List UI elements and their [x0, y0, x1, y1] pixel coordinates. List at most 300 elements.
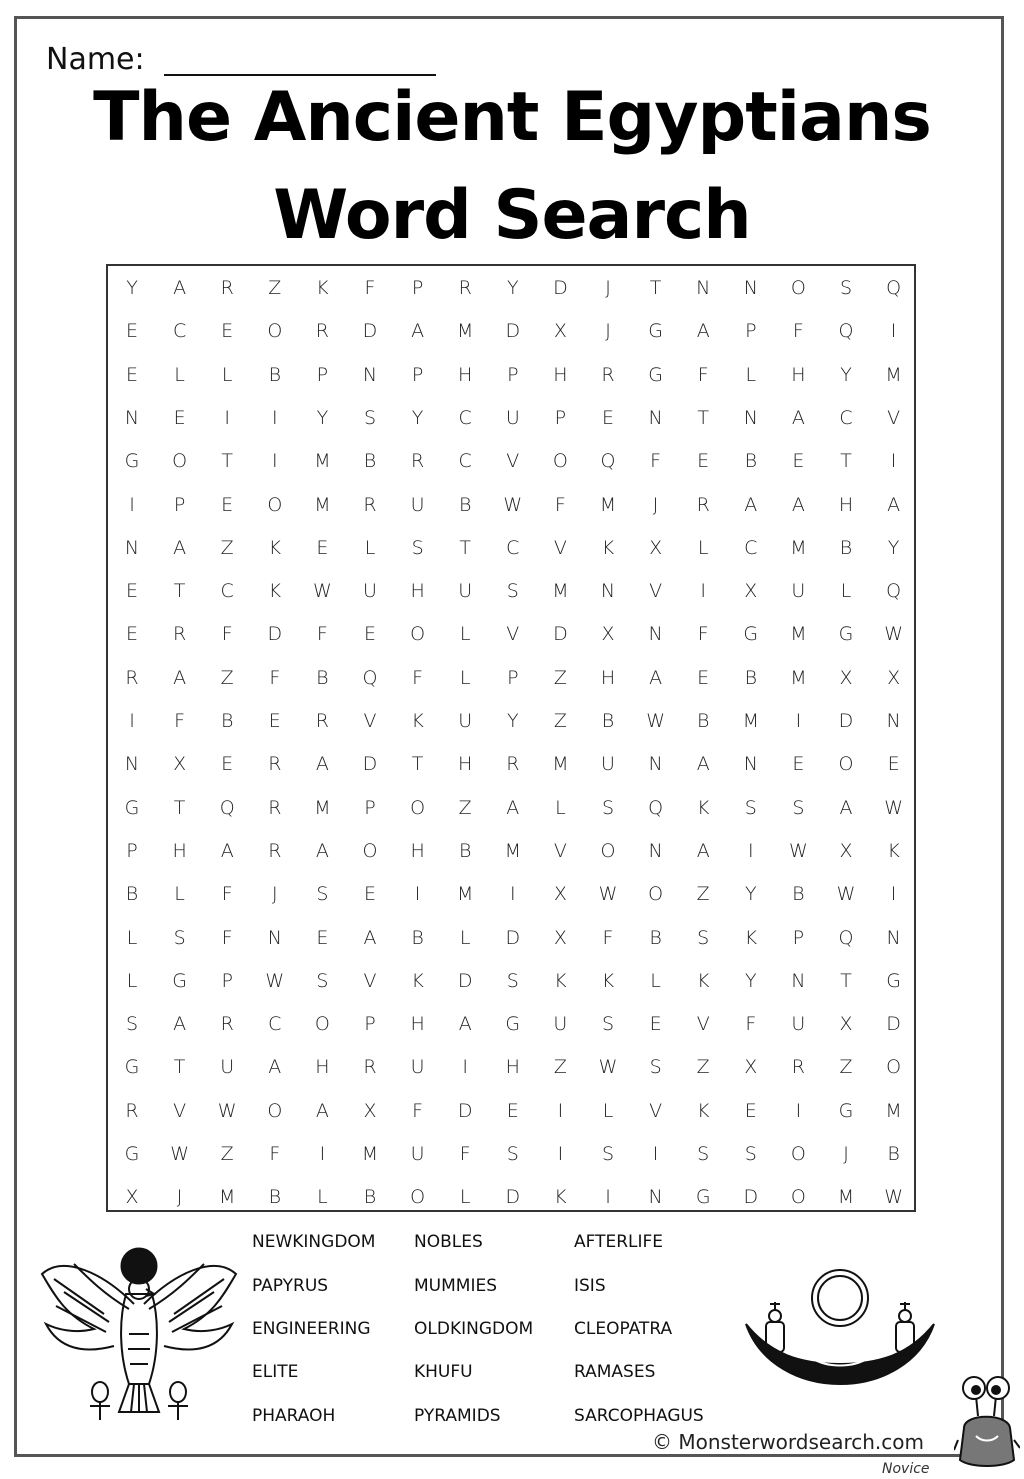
grid-letter[interactable]: V [553, 536, 567, 559]
grid-letter[interactable]: O [172, 450, 188, 473]
grid-letter[interactable]: M [456, 320, 474, 343]
grid-letter[interactable]: P [507, 363, 519, 386]
grid-letter[interactable]: I [652, 1143, 659, 1165]
grid-letter[interactable]: T [840, 450, 852, 473]
grid-letter[interactable]: A [696, 839, 710, 862]
grid-letter[interactable]: N [124, 406, 140, 429]
grid-letter[interactable]: I [509, 883, 516, 906]
grid-letter[interactable]: E [649, 1013, 662, 1036]
grid-letter[interactable]: B [744, 450, 758, 473]
grid-letter[interactable]: Q [219, 796, 235, 819]
grid-letter[interactable]: H [458, 363, 473, 386]
name-input-line[interactable] [164, 74, 436, 76]
grid-letter[interactable]: M [885, 363, 902, 386]
grid-letter[interactable]: S [792, 796, 805, 819]
grid-letter[interactable]: A [363, 926, 377, 949]
grid-letter[interactable]: R [696, 493, 710, 516]
grid-letter[interactable]: K [601, 969, 615, 992]
grid-letter[interactable]: S [649, 1056, 662, 1079]
grid-letter[interactable]: A [173, 536, 187, 559]
grid-letter[interactable]: I [414, 883, 421, 906]
grid-letter[interactable]: L [745, 363, 757, 386]
grid-letter[interactable]: L [555, 796, 566, 819]
grid-letter[interactable]: S [316, 883, 329, 906]
grid-letter[interactable]: T [221, 450, 233, 473]
grid-letter[interactable]: K [696, 1099, 710, 1122]
grid-letter[interactable]: A [649, 666, 663, 689]
grid-letter[interactable]: S [744, 796, 757, 819]
grid-letter[interactable]: N [791, 969, 806, 992]
grid-letter[interactable]: G [124, 1143, 140, 1165]
grid-letter[interactable]: E [221, 320, 234, 343]
grid-letter[interactable]: C [268, 1013, 282, 1036]
grid-letter[interactable]: F [554, 493, 566, 516]
grid-letter[interactable]: Z [458, 796, 472, 819]
grid-letter[interactable]: P [173, 493, 186, 516]
grid-letter[interactable]: I [700, 580, 706, 603]
grid-letter[interactable]: Z [220, 536, 234, 559]
grid-letter[interactable]: E [601, 406, 614, 429]
grid-letter[interactable]: A [411, 320, 425, 343]
grid-letter[interactable]: S [173, 926, 186, 949]
grid-letter[interactable]: G [648, 363, 663, 386]
grid-letter[interactable]: K [411, 710, 424, 732]
grid-letter[interactable]: E [316, 536, 329, 559]
grid-letter[interactable]: L [174, 363, 185, 386]
grid-letter[interactable]: F [602, 926, 614, 949]
grid-letter[interactable]: X [363, 1099, 377, 1122]
grid-letter[interactable]: F [697, 363, 709, 386]
grid-letter[interactable]: R [172, 623, 187, 646]
grid-letter[interactable]: X [649, 536, 663, 559]
grid-letter[interactable]: B [887, 1143, 900, 1165]
grid-letter[interactable]: W [598, 1056, 618, 1079]
grid-letter[interactable]: B [601, 710, 615, 732]
grid-letter[interactable]: P [126, 839, 138, 862]
grid-letter[interactable]: B [220, 710, 234, 732]
grid-letter[interactable]: H [315, 1056, 330, 1079]
grid-letter[interactable]: A [315, 839, 329, 862]
grid-letter[interactable]: Q [648, 796, 664, 819]
grid-letter[interactable]: M [790, 623, 807, 646]
grid-letter[interactable]: Q [838, 320, 854, 343]
grid-letter[interactable]: I [795, 1099, 802, 1122]
grid-letter[interactable]: S [744, 1143, 757, 1165]
grid-letter[interactable]: F [269, 666, 281, 689]
grid-letter[interactable]: A [315, 1099, 329, 1122]
grid-letter[interactable]: T [411, 753, 424, 776]
grid-letter[interactable]: D [505, 1186, 521, 1209]
grid-letter[interactable]: A [173, 277, 187, 299]
grid-letter[interactable]: L [602, 1099, 614, 1122]
grid-letter[interactable]: P [411, 363, 424, 386]
grid-letter[interactable]: Y [316, 406, 329, 429]
grid-letter[interactable]: N [124, 536, 140, 559]
grid-letter[interactable]: I [890, 450, 897, 473]
grid-letter[interactable]: X [125, 1186, 139, 1209]
grid-letter[interactable]: A [173, 666, 187, 689]
grid-letter[interactable]: F [269, 1143, 281, 1165]
grid-letter[interactable]: S [506, 969, 519, 992]
grid-letter[interactable]: E [363, 623, 376, 646]
grid-letter[interactable]: B [649, 926, 662, 949]
grid-letter[interactable]: F [316, 623, 328, 646]
grid-letter[interactable]: W [836, 883, 856, 906]
grid-letter[interactable]: N [648, 839, 663, 862]
grid-letter[interactable]: M [790, 536, 807, 559]
grid-letter[interactable]: F [221, 883, 233, 906]
grid-letter[interactable]: D [362, 753, 378, 776]
grid-letter[interactable]: E [268, 710, 281, 732]
grid-letter[interactable]: O [410, 1186, 426, 1209]
grid-letter[interactable]: Q [886, 580, 902, 603]
grid-letter[interactable]: K [887, 839, 900, 862]
grid-letter[interactable]: I [795, 710, 802, 732]
grid-letter[interactable]: F [364, 277, 376, 299]
grid-letter[interactable]: E [792, 450, 805, 473]
grid-letter[interactable]: R [363, 493, 377, 516]
grid-letter[interactable]: L [459, 666, 471, 689]
grid-letter[interactable]: A [173, 1013, 187, 1036]
grid-letter[interactable]: Y [744, 883, 757, 906]
grid-letter[interactable]: I [890, 883, 897, 906]
grid-letter[interactable]: G [124, 796, 140, 819]
grid-letter[interactable]: U [553, 1013, 568, 1036]
grid-letter[interactable]: B [792, 883, 805, 906]
grid-letter[interactable]: A [791, 406, 805, 429]
grid-letter[interactable]: B [696, 710, 710, 732]
grid-letter[interactable]: L [459, 926, 471, 949]
grid-letter[interactable]: A [315, 753, 329, 776]
grid-letter[interactable]: C [744, 536, 758, 559]
grid-letter[interactable]: K [268, 536, 282, 559]
grid-letter[interactable]: U [220, 1056, 235, 1079]
grid-letter[interactable]: U [601, 753, 615, 776]
grid-letter[interactable]: K [316, 277, 329, 299]
grid-letter[interactable]: R [125, 666, 139, 689]
grid-letter[interactable]: X [839, 1013, 853, 1036]
grid-letter[interactable]: D [362, 320, 378, 343]
grid-letter[interactable]: I [271, 406, 278, 429]
grid-letter[interactable]: U [410, 1056, 425, 1079]
grid-letter[interactable]: Z [696, 1056, 710, 1079]
grid-letter[interactable]: M [314, 796, 331, 819]
grid-letter[interactable]: I [747, 839, 754, 862]
grid-letter[interactable]: N [886, 926, 901, 949]
grid-letter[interactable]: C [839, 406, 853, 429]
grid-letter[interactable]: W [884, 1186, 903, 1209]
grid-letter[interactable]: I [129, 493, 135, 516]
grid-letter[interactable]: A [887, 493, 901, 516]
grid-letter[interactable]: P [792, 926, 805, 949]
grid-letter[interactable]: M [885, 1099, 902, 1122]
grid-letter[interactable]: X [553, 320, 567, 343]
grid-letter[interactable]: I [224, 406, 230, 429]
grid-letter[interactable]: Q [838, 926, 854, 949]
grid-letter[interactable]: G [743, 623, 759, 646]
grid-letter[interactable]: Z [553, 710, 567, 732]
grid-letter[interactable]: K [411, 969, 424, 992]
grid-letter[interactable]: U [791, 1013, 806, 1036]
grid-letter[interactable]: R [268, 796, 282, 819]
grid-letter[interactable]: A [268, 1056, 282, 1079]
grid-letter[interactable]: Z [696, 883, 710, 906]
grid-letter[interactable]: J [843, 1143, 849, 1165]
grid-letter[interactable]: X [601, 623, 615, 646]
grid-letter[interactable]: G [172, 969, 187, 992]
grid-letter[interactable]: V [506, 623, 520, 646]
grid-letter[interactable]: F [697, 623, 709, 646]
grid-letter[interactable]: P [364, 796, 376, 819]
grid-letter[interactable]: N [743, 406, 758, 429]
grid-letter[interactable]: S [601, 1013, 615, 1036]
grid-letter[interactable]: N [743, 753, 758, 776]
grid-letter[interactable]: Q [600, 450, 616, 473]
grid-letter[interactable]: E [744, 1099, 757, 1122]
grid-letter[interactable]: H [410, 1013, 425, 1036]
grid-letter[interactable]: M [314, 450, 331, 473]
grid-letter[interactable]: N [886, 710, 901, 732]
grid-letter[interactable]: T [459, 536, 471, 559]
grid-letter[interactable]: X [744, 580, 758, 603]
grid-letter[interactable]: U [458, 580, 473, 603]
grid-letter[interactable]: N [648, 1186, 663, 1209]
grid-letter[interactable]: Y [840, 363, 852, 386]
grid-letter[interactable]: W [788, 839, 808, 862]
grid-letter[interactable]: D [505, 926, 521, 949]
grid-letter[interactable]: O [267, 1099, 283, 1122]
grid-letter[interactable]: Z [220, 1143, 234, 1165]
grid-letter[interactable]: T [649, 277, 662, 299]
grid-letter[interactable]: S [506, 580, 519, 603]
grid-letter[interactable]: M [456, 883, 474, 906]
grid-letter[interactable]: J [176, 1186, 183, 1209]
grid-letter[interactable]: G [838, 623, 854, 646]
grid-letter[interactable]: O [410, 796, 426, 819]
grid-letter[interactable]: O [790, 277, 806, 299]
grid-letter[interactable]: V [506, 450, 520, 473]
grid-letter[interactable]: C [458, 450, 472, 473]
grid-letter[interactable]: H [838, 493, 854, 516]
grid-letter[interactable]: A [220, 839, 234, 862]
grid-letter[interactable]: R [268, 839, 282, 862]
grid-letter[interactable]: K [696, 796, 710, 819]
grid-letter[interactable]: I [462, 1056, 468, 1079]
grid-letter[interactable]: E [363, 883, 376, 906]
grid-letter[interactable]: S [601, 796, 615, 819]
grid-letter[interactable]: O [410, 623, 426, 646]
grid-letter[interactable]: Y [887, 536, 900, 559]
grid-letter[interactable]: R [601, 363, 615, 386]
grid-letter[interactable]: W [884, 623, 903, 646]
grid-letter[interactable]: S [839, 277, 853, 299]
grid-letter[interactable]: J [605, 277, 611, 299]
grid-letter[interactable]: R [506, 753, 520, 776]
grid-letter[interactable]: L [459, 623, 471, 646]
grid-letter[interactable]: I [605, 1186, 611, 1209]
grid-letter[interactable]: K [744, 926, 758, 949]
grid-letter[interactable]: U [505, 406, 520, 429]
grid-letter[interactable]: T [173, 1056, 186, 1079]
grid-letter[interactable]: X [744, 1056, 758, 1079]
grid-letter[interactable]: G [124, 1056, 140, 1079]
grid-letter[interactable]: O [362, 839, 378, 862]
grid-letter[interactable]: M [504, 839, 521, 862]
grid-letter[interactable]: B [316, 666, 329, 689]
grid-letter[interactable]: C [172, 320, 187, 343]
grid-letter[interactable]: I [319, 1143, 326, 1165]
grid-letter[interactable]: B [744, 666, 758, 689]
grid-letter[interactable]: A [744, 493, 758, 516]
grid-letter[interactable]: N [362, 363, 378, 386]
grid-letter[interactable]: V [363, 969, 377, 992]
grid-letter[interactable]: Q [362, 666, 378, 689]
grid-letter[interactable]: E [697, 450, 710, 473]
grid-letter[interactable]: H [505, 1056, 520, 1079]
grid-letter[interactable]: W [265, 969, 285, 992]
grid-letter[interactable]: D [743, 1186, 759, 1209]
grid-letter[interactable]: E [887, 753, 900, 776]
grid-letter[interactable]: X [553, 926, 567, 949]
grid-letter[interactable]: F [792, 320, 804, 343]
grid-letter[interactable]: B [458, 839, 472, 862]
grid-letter[interactable]: E [506, 1099, 519, 1122]
grid-letter[interactable]: D [886, 1013, 901, 1036]
grid-letter[interactable]: G [648, 320, 663, 343]
grid-letter[interactable]: D [457, 969, 473, 992]
grid-letter[interactable]: G [838, 1099, 854, 1122]
grid-letter[interactable]: A [839, 796, 853, 819]
grid-letter[interactable]: D [553, 277, 568, 299]
grid-letter[interactable]: R [220, 1013, 234, 1036]
grid-letter[interactable]: R [220, 277, 234, 299]
grid-letter[interactable]: M [552, 580, 569, 603]
grid-letter[interactable]: H [410, 839, 425, 862]
grid-letter[interactable]: B [839, 536, 853, 559]
grid-letter[interactable]: W [170, 1143, 189, 1165]
grid-letter[interactable]: P [745, 320, 757, 343]
grid-letter[interactable]: E [125, 363, 138, 386]
grid-letter[interactable]: J [271, 883, 278, 906]
grid-letter[interactable]: D [505, 320, 521, 343]
grid-letter[interactable]: X [839, 839, 853, 862]
grid-letter[interactable]: E [125, 580, 138, 603]
grid-letter[interactable]: E [792, 753, 805, 776]
grid-letter[interactable]: F [745, 1013, 757, 1036]
grid-letter[interactable]: M [218, 1186, 236, 1209]
grid-letter[interactable]: S [316, 969, 329, 992]
grid-letter[interactable]: B [268, 1186, 282, 1209]
grid-letter[interactable]: V [649, 580, 663, 603]
grid-letter[interactable]: N [743, 277, 758, 299]
grid-letter[interactable]: B [411, 926, 424, 949]
grid-letter[interactable]: L [126, 969, 138, 992]
grid-letter[interactable]: R [410, 450, 425, 473]
grid-letter[interactable]: L [650, 969, 661, 992]
grid-letter[interactable]: F [221, 623, 233, 646]
grid-letter[interactable]: G [695, 1186, 711, 1209]
grid-letter[interactable]: V [887, 406, 901, 429]
grid-letter[interactable]: R [268, 753, 282, 776]
grid-letter[interactable]: B [363, 1186, 377, 1209]
grid-letter[interactable]: R [125, 1099, 139, 1122]
grid-letter[interactable]: L [317, 1186, 328, 1209]
grid-letter[interactable]: H [553, 363, 568, 386]
grid-letter[interactable]: G [886, 969, 901, 992]
grid-letter[interactable]: W [312, 580, 332, 603]
grid-letter[interactable]: S [697, 926, 710, 949]
grid-letter[interactable]: T [173, 796, 186, 819]
grid-letter[interactable]: N [600, 580, 616, 603]
grid-letter[interactable]: L [459, 1186, 471, 1209]
grid-letter[interactable]: O [886, 1056, 902, 1079]
grid-letter[interactable]: W [884, 796, 903, 819]
grid-letter[interactable]: A [506, 796, 520, 819]
grid-letter[interactable]: H [458, 753, 473, 776]
grid-letter[interactable]: G [505, 1013, 521, 1036]
grid-letter[interactable]: X [173, 753, 187, 776]
grid-letter[interactable]: T [840, 969, 852, 992]
grid-letter[interactable]: S [506, 1143, 519, 1165]
grid-letter[interactable]: E [125, 320, 138, 343]
grid-letter[interactable]: O [267, 320, 283, 343]
grid-letter[interactable]: B [363, 450, 377, 473]
grid-letter[interactable]: M [742, 710, 759, 732]
grid-letter[interactable]: X [553, 883, 567, 906]
grid-letter[interactable]: O [790, 1186, 806, 1209]
grid-letter[interactable]: P [316, 363, 329, 386]
grid-letter[interactable]: H [172, 839, 187, 862]
grid-letter[interactable]: V [696, 1013, 710, 1036]
grid-letter[interactable]: M [361, 1143, 379, 1165]
grid-letter[interactable]: N [267, 926, 282, 949]
grid-letter[interactable]: N [648, 406, 663, 429]
grid-letter[interactable]: M [790, 666, 807, 689]
grid-letter[interactable]: C [458, 406, 472, 429]
grid-letter[interactable]: M [314, 493, 331, 516]
grid-letter[interactable]: L [221, 363, 233, 386]
grid-letter[interactable]: K [601, 536, 615, 559]
grid-letter[interactable]: Z [268, 277, 282, 299]
grid-letter[interactable]: Z [553, 666, 567, 689]
grid-letter[interactable]: H [410, 580, 425, 603]
grid-letter[interactable]: D [553, 623, 568, 646]
grid-letter[interactable]: W [646, 710, 665, 732]
grid-letter[interactable]: N [124, 753, 140, 776]
grid-letter[interactable]: O [838, 753, 854, 776]
grid-letter[interactable]: I [557, 1143, 564, 1165]
grid-letter[interactable]: Y [126, 277, 138, 299]
grid-letter[interactable]: G [124, 450, 140, 473]
grid-letter[interactable]: I [890, 320, 897, 343]
grid-letter[interactable]: U [410, 493, 425, 516]
grid-letter[interactable]: C [506, 536, 520, 559]
grid-letter[interactable]: L [840, 580, 852, 603]
grid-letter[interactable]: M [552, 753, 569, 776]
grid-letter[interactable]: L [364, 536, 376, 559]
grid-letter[interactable]: Z [553, 1056, 567, 1079]
grid-letter[interactable]: O [648, 883, 664, 906]
grid-letter[interactable]: I [557, 1099, 564, 1122]
grid-letter[interactable]: S [697, 1143, 710, 1165]
grid-letter[interactable]: M [599, 493, 617, 516]
grid-letter[interactable]: I [129, 710, 135, 732]
grid-letter[interactable]: O [314, 1013, 330, 1036]
grid-letter[interactable]: V [553, 839, 567, 862]
grid-letter[interactable]: R [791, 1056, 805, 1079]
grid-letter[interactable]: F [412, 666, 424, 689]
grid-letter[interactable]: N [648, 753, 663, 776]
